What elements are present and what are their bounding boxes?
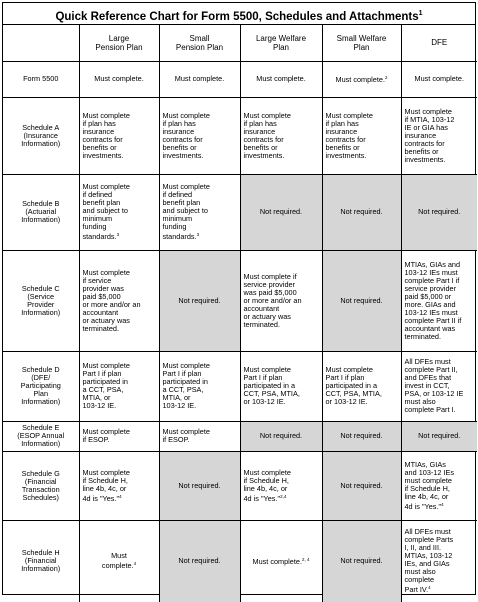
column-header: DFE [401, 25, 477, 61]
not-required-cell: Not required. [322, 250, 401, 351]
row-header: Schedule A (Insurance Information) [3, 97, 79, 174]
header-corner [3, 25, 79, 61]
requirement-cell: Must complete if Schedule H, line 4b, 4c, or 4d is "Yes."$^4$ [79, 451, 159, 520]
row-header: Schedule D (DFE/ Participating Plan Information) [3, 351, 79, 421]
footnote-marker: 4 [119, 493, 122, 499]
not-required-cell: Not required. [159, 250, 240, 351]
table-row [3, 61, 477, 97]
requirement-cell: Must complete.$^{2, 4}$ [240, 520, 322, 602]
table-row [3, 97, 477, 174]
footnote-marker: 4 [441, 501, 444, 507]
requirement-cell: Must complete if ESOP. [79, 421, 159, 451]
requirement-cell: All DFEs must complete Parts I, II, and III. MTIAs, 103-12 IEs, and GIAs must also complete Part IV.$^4$ [401, 520, 477, 602]
not-required-cell: Not required. [322, 421, 401, 451]
requirement-cell: Must complete Part I if plan participated in a CCT, PSA, MTIA, or 103-12 IE. [79, 351, 159, 421]
table-row [3, 174, 477, 250]
footnote-marker: 4 [428, 585, 431, 591]
table-row [3, 520, 477, 602]
not-required-cell: Not required. [401, 421, 477, 451]
requirement-cell: Must complete. [401, 61, 477, 97]
requirement-cell: Must complete if plan has insurance contracts for benefits or investments. [79, 97, 159, 174]
not-required-cell: Not required. [240, 421, 322, 451]
not-required-cell: Not required. [240, 174, 322, 250]
requirement-cell: Must complete if plan has insurance contracts for benefits or investments. [159, 97, 240, 174]
title-footnote: 1 [418, 10, 423, 17]
not-required-cell: Not required. [159, 451, 240, 520]
footnote-marker: 2,4 [280, 493, 287, 499]
not-required-cell: Not required. [322, 451, 401, 520]
not-required-cell: Not required. [322, 520, 401, 602]
requirement-cell: Must complete. [79, 61, 159, 97]
requirement-cell: Must complete. [240, 61, 322, 97]
column-header: Small Pension Plan [159, 25, 240, 61]
requirement-cell: Must complete Part I if plan participated in a CCT, PSA, MTIA, or 103-12 IE. [240, 351, 322, 421]
requirement-cell: Must complete if service provider was paid $5,000 or more and/or an accountant or actuary was terminated. [240, 250, 322, 351]
chart-title-text: Quick Reference Chart for Form 5500, Schedules and Attachments [55, 11, 419, 23]
table-row [3, 250, 477, 351]
row-header: Form 5500 [3, 61, 79, 97]
table-row [3, 421, 477, 451]
footnote-marker: 3 [116, 232, 120, 237]
column-header: Large Welfare Plan [240, 25, 322, 61]
row-header: Schedule H (Financial Information) [3, 520, 79, 602]
requirement-cell: All DFEs must complete Part II, and DFEs that invest in CCT, PSA, or 103-12 IE must also complete Part I. [401, 351, 477, 421]
footnote-marker: 4 [133, 561, 137, 567]
requirement-cell: MTIAs, GIAs and 103-12 IEs must complete if Schedule H, line 4b, 4c, or 4d is "Yes."$^4$ [401, 451, 477, 520]
requirement-cell: MTIAs, GIAs and 103-12 IEs must complete Part I if service provider paid $5,000 or more. GIAs and 103-12 IEs must complete Part II if accountant was terminated. [401, 250, 477, 351]
row-header: Schedule B (Actuarial Information) [3, 174, 79, 250]
requirement-cell: Must complete if plan has insurance contracts for benefits or investments. [240, 97, 322, 174]
requirement-cell: Must complete if MTIA, 103-12 IE or GIA has insurance contracts for benefits or investments. [401, 97, 477, 174]
row-header: Schedule G (Financial Transaction Schedules) [3, 451, 79, 520]
footnote-marker: 3 [196, 232, 200, 237]
requirement-cell: Must complete if Schedule H, line 4b, 4c, or 4d is "Yes."$^{2,4}$ [240, 451, 322, 520]
footnote-marker: 2 [384, 75, 388, 80]
table-row [3, 351, 477, 421]
footnote-marker: 2, 4 [301, 557, 310, 563]
chart-title [3, 3, 475, 25]
requirement-cell: Must complete.$^2$ [322, 61, 401, 97]
not-required-cell: Not required. [401, 174, 477, 250]
requirement-cell: Must complete if defined benefit plan and subject to minimum funding standards.$^3$ [79, 174, 159, 250]
table-row [3, 451, 477, 520]
requirement-cell: Must complete.$^4$ [79, 520, 159, 602]
column-header: Small Welfare Plan [322, 25, 401, 61]
requirement-cell: Must complete. [159, 61, 240, 97]
requirement-cell: Must complete if plan has insurance contracts for benefits or investments. [322, 97, 401, 174]
quick-reference-chart [2, 2, 476, 595]
requirement-cell: Must complete Part I if plan participated in a CCT, PSA, MTIA, or 103-12 IE. [322, 351, 401, 421]
requirement-cell: Must complete if ESOP. [159, 421, 240, 451]
not-required-cell: Not required. [322, 174, 401, 250]
column-header: Large Pension Plan [79, 25, 159, 61]
not-required-cell: Not required. [159, 520, 240, 602]
requirement-cell: Must complete if service provider was paid $5,000 or more and/or an accountant or actuary was terminated. [79, 250, 159, 351]
reference-table [3, 25, 477, 602]
row-header: Schedule C (Service Provider Information) [3, 250, 79, 351]
row-header: Schedule E (ESOP Annual Information) [3, 421, 79, 451]
requirement-cell: Must complete Part I if plan participated in a CCT, PSA, MTIA, or 103-12 IE. [159, 351, 240, 421]
requirement-cell: Must complete if defined benefit plan and subject to minimum funding standards.$^3$ [159, 174, 240, 250]
